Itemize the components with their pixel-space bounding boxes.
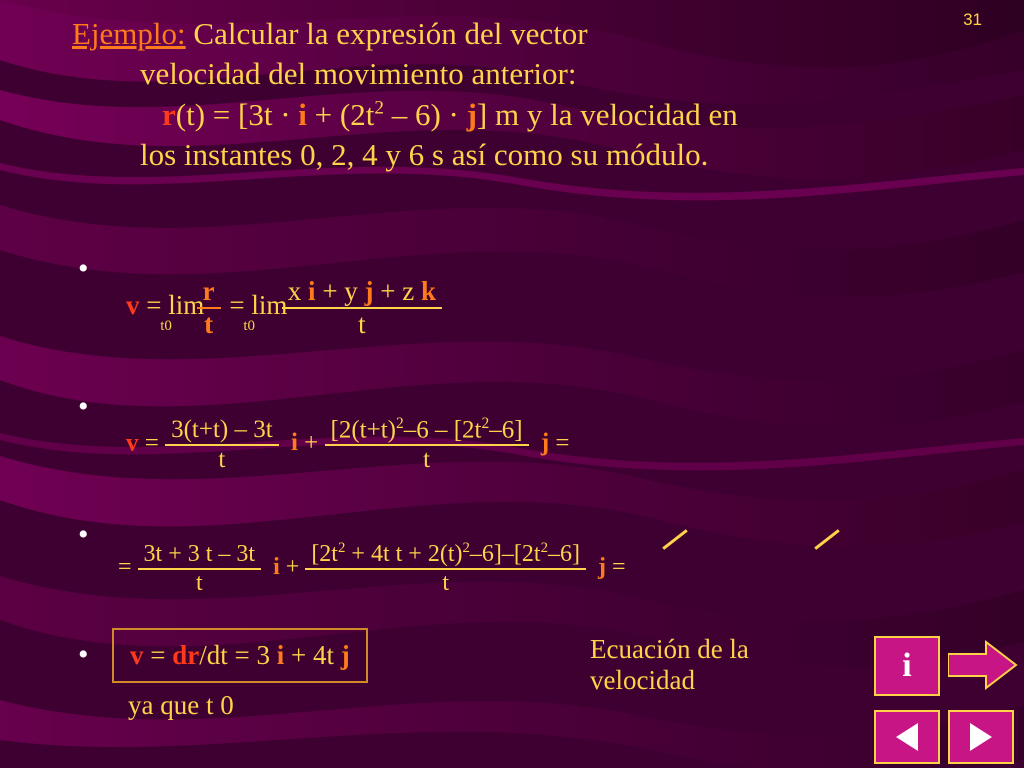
unit-vector-j: j [466, 96, 477, 132]
unit-vector-j-5: j [340, 640, 350, 670]
triangle-left-icon [896, 723, 918, 751]
info-icon: i [902, 647, 912, 684]
vector-v-symbol-3: v [130, 640, 144, 670]
bullet-2: • [78, 390, 89, 423]
info-button[interactable] [874, 636, 940, 696]
unit-vector-k: k [421, 276, 437, 306]
equation-velocity-limit: $v = \lim_{t0}$ $\frac{r}{t}$ = $\lim_{t0}$ $\frac{\text{x i + y j + z k}}{t}$ [126, 276, 442, 340]
title-line-4: los instantes 0, 2, 4 y 6 s así como su módulo. [140, 136, 709, 172]
forward-arrow-button[interactable] [948, 640, 1018, 690]
previous-slide-button[interactable] [874, 710, 940, 764]
result-equation-box: v = dr/dt = 3 i + 4t j [112, 628, 368, 683]
fraction-dr-dt: $\frac{r}{t}$ [197, 276, 221, 340]
title-line-1 [72, 14, 952, 54]
fraction-y-component-2: $\frac{[2t^2 + 4t t + 2(t)^2-6]-[2t^2-6]}{t}$ [305, 540, 586, 597]
result-condition-note: ya que t 0 [128, 690, 234, 720]
unit-vector-i-3: i [290, 429, 298, 457]
next-slide-button[interactable] [948, 710, 1014, 764]
bullet-1: • [78, 252, 89, 285]
unit-vector-j-2: j [364, 276, 374, 306]
triangle-right-icon [970, 723, 992, 751]
fraction-y-component: $\frac{[2(t+t)^2-6 - [2t^2-6]}{t}$ [325, 415, 529, 474]
unit-vector-j-4: j [598, 554, 607, 581]
caption-text: Ecuación de la velocidad [590, 634, 749, 696]
title-label: Ejemplo: [72, 16, 186, 51]
limit-subscript-1: t0 [160, 318, 172, 335]
unit-vector-i-2: i [308, 276, 316, 306]
unit-vector-i-5: i [276, 640, 285, 670]
title-line-2: velocidad del movimiento anterior: [140, 56, 577, 92]
bullet-4: • [78, 638, 89, 671]
fraction-x-component: $\frac{3(t+t) - 3t}{t}$ [165, 416, 279, 474]
bullet-3: • [78, 518, 89, 551]
vector-r-symbol: r [162, 96, 176, 132]
vector-dr-symbol: dr [172, 640, 200, 670]
page-number: 31 [963, 10, 982, 29]
equation-expanded: v = $\frac{3(t+t) - 3t}{t}$ i + $\frac{[2(t+t)^2-6 - [2t^2-6]}{t}$ j = [126, 415, 570, 474]
title-line1-text: Calcular la expresión del vector [193, 16, 588, 51]
unit-vector-i-4: i [273, 554, 280, 581]
unit-vector-i: i [298, 96, 307, 132]
fraction-x-component-2: $\frac{3t + 3 t - 3t}{t}$ [138, 541, 262, 597]
title-block [72, 14, 952, 175]
vector-v-symbol-2: v [126, 429, 139, 457]
unit-vector-j-3: j [540, 429, 550, 457]
vector-v-symbol: v [126, 290, 140, 321]
fraction-components-dt: $\frac{\text{x i + y j + z k}}{t}$ [282, 276, 442, 340]
equation-simplified: = $\frac{3t + 3 t - 3t}{t}$ i + $\frac{[2t^2 + 4t t + 2(t)^2-6]-[2t^2-6]}{t}$ j = [118, 540, 626, 596]
title-line-3: $r(t) = [3t \cdot i + (2t^2 - 6) \cdot j]$ m y la velocidad en [162, 96, 738, 132]
limit-subscript-2: t0 [243, 318, 256, 335]
